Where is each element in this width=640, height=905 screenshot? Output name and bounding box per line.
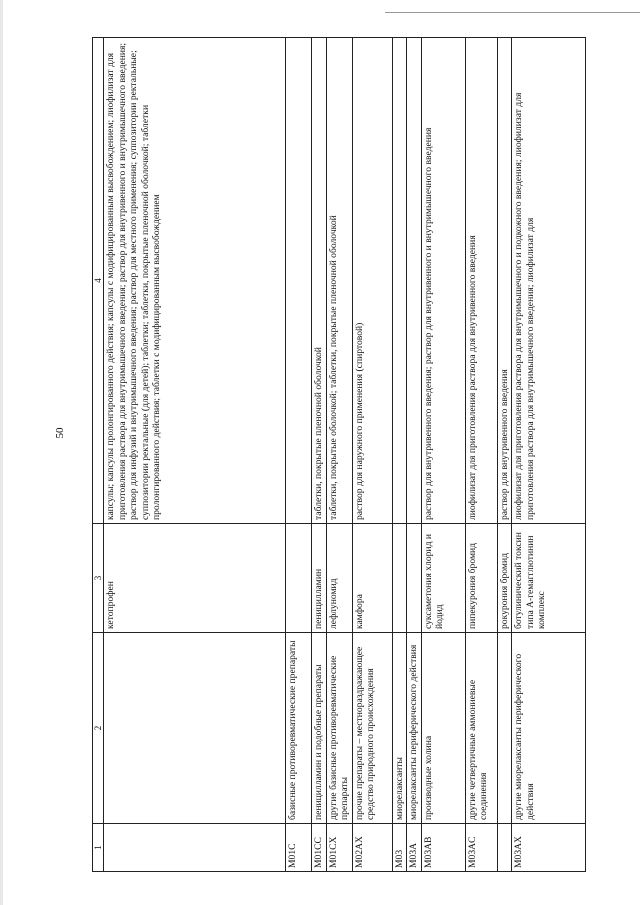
- header-row: [93, 38, 104, 872]
- header-col-3: 3: [93, 524, 104, 633]
- forms-cell: лиофилизат для приготовления раствора для внутримышечного и подкожного введения; лиофилизат для приготовления раствора для внутримышечного введения; лиофилизат для: [512, 38, 586, 524]
- group-cell: прочие препараты – местнораздражающее средство природного происхождения: [352, 633, 392, 824]
- table-row: [392, 38, 407, 872]
- group-cell: миорелаксанты: [392, 633, 407, 824]
- code-cell: M03A: [407, 824, 422, 872]
- page-number: 50: [54, 427, 66, 439]
- group-cell: миорелаксанты периферического действия: [407, 633, 422, 824]
- code-cell: M03: [392, 824, 407, 872]
- forms-cell: [407, 38, 422, 524]
- header-col-2: 2: [93, 633, 104, 824]
- forms-cell: таблетки, покрытые оболочкой; таблетки, покрытые пленочной оболочкой: [326, 38, 352, 524]
- substance-cell: [407, 524, 422, 633]
- table-row: [407, 38, 422, 872]
- drug-table: [92, 37, 586, 872]
- code-cell: M03AC: [465, 824, 497, 872]
- group-cell: другие четвертичные аммониевые соединения: [465, 633, 497, 824]
- code-cell: [497, 824, 512, 872]
- group-cell: другие миорелаксанты периферического действия: [512, 633, 586, 824]
- code-cell: M01CC: [312, 824, 327, 872]
- forms-cell: лиофилизат для приготовления раствора для внутривенного введения: [465, 38, 497, 524]
- group-cell: [497, 633, 512, 824]
- header-col-1: 1: [93, 824, 104, 872]
- table-row: [497, 38, 512, 872]
- substance-cell: [392, 524, 407, 633]
- table-row: [352, 38, 392, 872]
- top-rule: [385, 12, 640, 13]
- substance-cell: [286, 524, 312, 633]
- forms-cell: капсулы; капсулы пролонгированного действия; капсулы с модифицированным высвобождением; лиофилизат для приготовления раствора для внутримышечного введения; раствор для внутривенного и внутримышечного введения; раствор для инфузий и внутримышечного введения; раствор для местного применения; суппозитории ректальные; суппозитории ректальные (для детей); таблетки; таблетки, покрытые пленочной оболочкой; таблетки пролонгированного действия; таблетки с модифицированным высвобождением: [104, 38, 286, 524]
- table-row: [104, 38, 286, 872]
- header-col-4: 4: [93, 38, 104, 524]
- code-cell: M01CX: [326, 824, 352, 872]
- substance-cell: камфора: [352, 524, 392, 633]
- code-cell: M01C: [286, 824, 312, 872]
- code-cell: [104, 824, 286, 872]
- group-cell: базисные противоревматические препараты: [286, 633, 312, 824]
- table-row: [421, 38, 465, 872]
- code-cell: M03AX: [512, 824, 586, 872]
- forms-cell: раствор для внутривенного введения: [497, 38, 512, 524]
- group-cell: пеницилламин и подобные препараты: [312, 633, 327, 824]
- substance-cell: пеницилламин: [312, 524, 327, 633]
- code-cell: M03AB: [421, 824, 465, 872]
- substance-cell: рокурония бромид: [497, 524, 512, 633]
- forms-cell: раствор для внутривенного введения; раствор для внутривенного и внутримышечного введения: [421, 38, 465, 524]
- forms-cell: [392, 38, 407, 524]
- table-row: [326, 38, 352, 872]
- substance-cell: лефлуномид: [326, 524, 352, 633]
- substance-cell: суксаметония хлорид и йодид: [421, 524, 465, 633]
- forms-cell: раствор для наружного применения (спиртовой): [352, 38, 392, 524]
- table-row: [286, 38, 312, 872]
- table-row: [312, 38, 327, 872]
- forms-cell: таблетки, покрытые пленочной оболочкой: [312, 38, 327, 524]
- table-row: [512, 38, 586, 872]
- code-cell: M02AX: [352, 824, 392, 872]
- rotated-page: [92, 38, 586, 872]
- scan-edge: [0, 0, 3, 905]
- substance-cell: пипекурония бромид: [465, 524, 497, 633]
- group-cell: [104, 633, 286, 824]
- substance-cell: ботулинический токсин типа А-гемагглютинин комплекс: [512, 524, 586, 633]
- table-row: [465, 38, 497, 872]
- group-cell: производные холина: [421, 633, 465, 824]
- substance-cell: кетопрофен: [104, 524, 286, 633]
- forms-cell: [286, 38, 312, 524]
- group-cell: другие базисные противоревматические препараты: [326, 633, 352, 824]
